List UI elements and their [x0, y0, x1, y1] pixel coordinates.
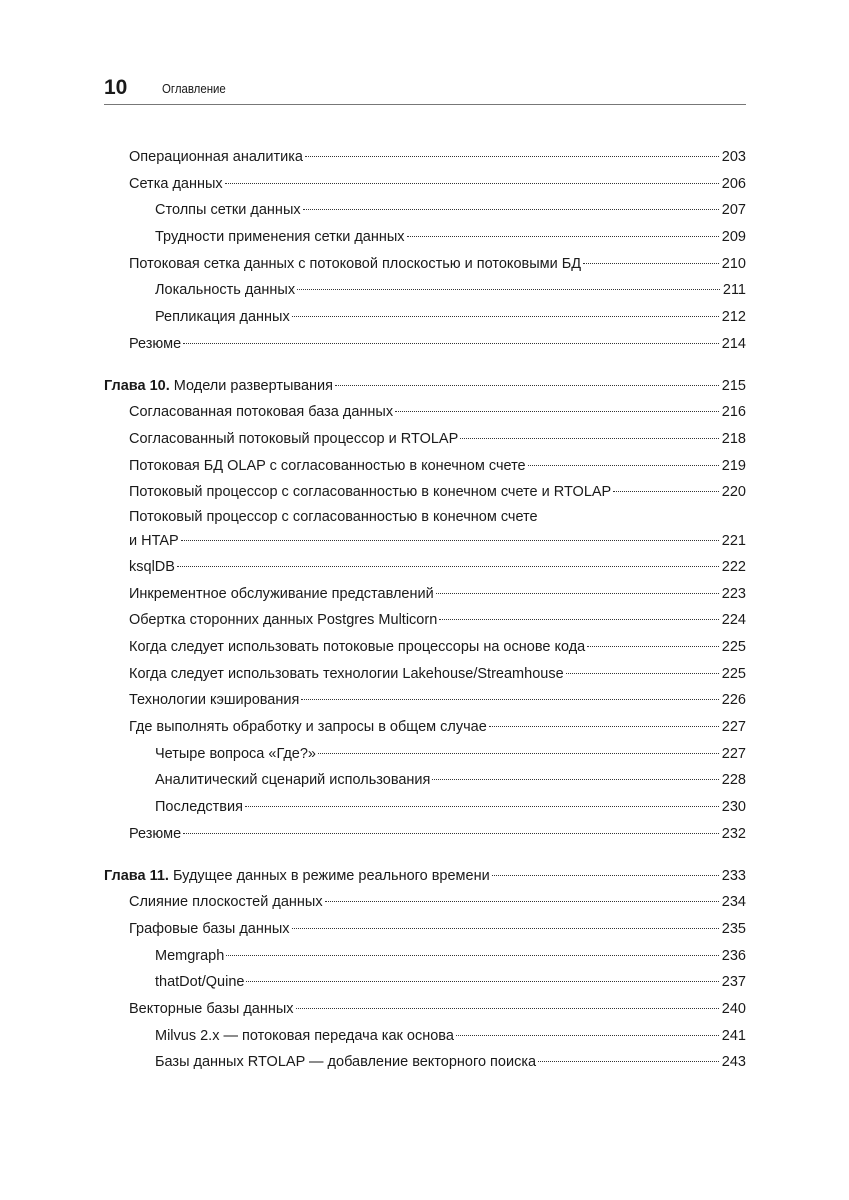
toc-entry[interactable] — [104, 426, 746, 453]
toc-entry[interactable] — [104, 224, 746, 251]
chapter-title: Будущее данных в режиме реального времени — [168, 867, 490, 884]
toc-entry-page: 215 — [721, 377, 746, 394]
leader-dots — [335, 385, 719, 386]
toc-entry[interactable] — [104, 197, 746, 224]
leader-dots — [436, 593, 719, 594]
toc-entry-title: Где выполнять обработку и запросы в общем случае — [129, 719, 487, 736]
chapter-number: Глава 10. — [104, 377, 170, 394]
chapter-title: Модели развертывания — [169, 377, 333, 394]
toc-entry[interactable] — [104, 399, 746, 426]
leader-dots — [492, 875, 719, 876]
toc-entry-page: 234 — [721, 894, 746, 911]
toc-entry-title: Векторные базы данных — [129, 1000, 294, 1017]
chapter-number: Глава 11. — [104, 867, 169, 884]
toc-entry[interactable] — [104, 969, 746, 996]
toc-entry-page: 233 — [721, 867, 746, 884]
toc-group-chapter9-tail — [104, 144, 746, 358]
toc-entry[interactable] — [104, 453, 746, 480]
toc-entry-title: Локальность данных — [155, 282, 296, 299]
toc-entry-page: 240 — [721, 1000, 746, 1017]
toc-entry-title: Обертка сторонних данных Postgres Multicorn — [129, 612, 438, 629]
toc-entry-page: 220 — [721, 484, 746, 501]
leader-dots — [528, 465, 719, 466]
toc-entry-title: Когда следует использовать потоковые процессоры на основе кода — [129, 639, 586, 655]
toc-entry[interactable] — [104, 277, 746, 304]
toc-entry-title: Потоковый процессор с согласованностью в конечном счете и RTOLAP — [129, 484, 612, 501]
leader-dots — [439, 619, 719, 620]
leader-dots — [460, 438, 719, 439]
toc-entry-page: 241 — [721, 1027, 746, 1044]
toc-entry-title: Согласованный потоковый процессор и RTOLAP — [129, 430, 459, 447]
leader-dots — [246, 981, 718, 982]
toc-entry-title-line2: и HTAP — [129, 532, 179, 549]
toc-entry[interactable] — [104, 479, 746, 506]
toc-entry-page: 218 — [721, 430, 746, 447]
toc-entry[interactable] — [104, 554, 746, 581]
toc-entry-page: 243 — [721, 1054, 746, 1071]
toc-entry-title: Трудности применения сетки данных — [155, 229, 405, 246]
leader-dots — [245, 806, 719, 807]
toc-entry-page: 214 — [721, 335, 746, 352]
toc-entry-title: Репликация данных — [155, 309, 290, 326]
leader-dots — [407, 236, 719, 237]
toc-entry-page: 221 — [721, 532, 746, 549]
toc-entry-page: 222 — [721, 558, 746, 575]
toc-entry[interactable] — [104, 687, 746, 714]
toc-entry-title: Milvus 2.x — потоковая передача как основа — [155, 1027, 454, 1044]
page-number: 10 — [104, 76, 128, 99]
toc-entry-title: Резюме — [129, 335, 182, 352]
leader-dots — [325, 901, 719, 902]
toc-entry-title: Технологии кэширования — [129, 692, 300, 709]
toc-entry[interactable] — [104, 634, 746, 661]
toc-entry-page: 210 — [721, 255, 746, 272]
toc-entry-page: 209 — [721, 229, 746, 246]
leader-dots — [587, 646, 719, 647]
toc-entry-title — [104, 863, 490, 890]
toc-entry-title: ksqlDB — [129, 558, 175, 575]
toc-entry-page: 225 — [721, 639, 746, 655]
toc-entries — [104, 554, 746, 848]
leader-dots — [566, 673, 719, 674]
leader-dots — [489, 726, 719, 727]
toc-entry-page: 228 — [721, 772, 746, 789]
toc-entry[interactable] — [104, 767, 746, 794]
toc-entry-page: 212 — [721, 309, 746, 326]
toc-entry-page: 235 — [721, 920, 746, 937]
toc-entry-title: Четыре вопроса «Где?» — [155, 745, 316, 762]
toc-entry[interactable] — [104, 304, 746, 331]
leader-dots — [226, 955, 718, 956]
toc-entry[interactable] — [104, 1049, 746, 1076]
toc-entry[interactable] — [104, 714, 746, 741]
toc-entry-title: Последствия — [155, 799, 243, 816]
toc-entry[interactable] — [104, 943, 746, 970]
toc-entry-title: Согласованная потоковая база данных — [129, 404, 394, 421]
leader-dots — [181, 540, 719, 541]
toc-entry[interactable] — [104, 171, 746, 198]
toc-entry[interactable] — [104, 607, 746, 634]
running-header-title: Оглавление — [162, 81, 226, 96]
toc-entry-title-line1: Потоковый процессор с согласованностью в конечном счете — [129, 508, 538, 525]
leader-dots — [303, 209, 719, 210]
toc-entry[interactable] — [104, 144, 746, 171]
toc-entry-page: 224 — [721, 612, 746, 629]
toc-entry[interactable] — [104, 661, 746, 688]
leader-dots — [292, 316, 719, 317]
leader-dots — [456, 1035, 719, 1036]
leader-dots — [296, 1008, 719, 1009]
toc-entry-page: 232 — [721, 825, 746, 842]
toc-entry-page: 227 — [721, 745, 746, 762]
toc-entry[interactable] — [104, 889, 746, 916]
toc-entry-title: Инкрементное обслуживание представлений — [129, 585, 434, 602]
toc-entry-title: Когда следует использовать технологии Lakehouse/Streamhouse — [129, 665, 564, 682]
toc-entry-page: 219 — [721, 457, 746, 474]
toc-entry-title: Memgraph — [155, 947, 225, 964]
toc-entry-title: Базы данных RTOLAP — добавление векторного поиска — [155, 1054, 537, 1071]
leader-dots — [613, 491, 719, 492]
leader-dots — [301, 699, 718, 700]
leader-dots — [432, 779, 718, 780]
toc-entry-page: 225 — [721, 665, 746, 682]
toc-entries — [104, 889, 746, 1076]
toc-entry-title: Операционная аналитика — [129, 149, 303, 165]
toc-entry[interactable] — [104, 331, 746, 358]
leader-dots — [538, 1061, 719, 1062]
toc-chapter-heading[interactable] — [104, 863, 746, 890]
toc-entry[interactable] — [104, 581, 746, 608]
toc-entry-wrapped[interactable] — [104, 506, 746, 554]
leader-dots — [183, 833, 719, 834]
toc-entry-page: 223 — [721, 585, 746, 602]
running-header — [104, 76, 746, 105]
leader-dots — [583, 263, 719, 264]
toc-entry[interactable] — [104, 1023, 746, 1050]
toc-entry[interactable] — [104, 794, 746, 821]
toc-chapter-heading[interactable] — [104, 373, 746, 400]
leader-dots — [225, 183, 719, 184]
leader-dots — [177, 566, 719, 567]
leader-dots — [297, 289, 720, 290]
toc-entry-title: Аналитический сценарий использования — [155, 772, 431, 789]
toc-entry-title — [104, 373, 333, 400]
toc-entry-title: Столпы сетки данных — [155, 202, 301, 219]
toc-entries — [104, 399, 746, 506]
toc-entry-title: thatDot/Quine — [155, 974, 245, 991]
toc-entry[interactable] — [104, 821, 746, 848]
toc-entry-title: Потоковая сетка данных с потоковой плоскостью и потоковыми БД — [129, 255, 582, 272]
toc-entry-title: Потоковая БД OLAP с согласованностью в конечном счете — [129, 457, 526, 474]
toc-entry-page: 230 — [721, 799, 746, 816]
toc-entry-page: 203 — [721, 149, 746, 165]
toc-group-chapter11 — [104, 863, 746, 1077]
toc-entry-page: 216 — [721, 404, 746, 421]
toc-entry[interactable] — [104, 741, 746, 768]
toc-entry-page: 237 — [721, 974, 746, 991]
toc-entry-page: 227 — [721, 719, 746, 736]
toc-entry-title: Слияние плоскостей данных — [129, 894, 323, 911]
leader-dots — [395, 411, 719, 412]
leader-dots — [318, 753, 719, 754]
toc-entry[interactable] — [104, 916, 746, 943]
toc-entry[interactable] — [104, 996, 746, 1023]
leader-dots — [305, 156, 719, 157]
toc-entry-title: Графовые базы данных — [129, 920, 290, 937]
toc-group-chapter10 — [104, 373, 746, 848]
leader-dots — [292, 928, 719, 929]
toc-entry-page: 207 — [721, 202, 746, 219]
toc-entry-page: 211 — [722, 282, 746, 299]
leader-dots — [183, 343, 719, 344]
toc-entry-page: 236 — [721, 947, 746, 964]
toc-entry-title: Резюме — [129, 825, 182, 842]
toc-entry-page: 226 — [721, 692, 746, 709]
table-of-contents — [104, 144, 746, 1076]
toc-entry-page: 206 — [721, 175, 746, 192]
toc-entry[interactable] — [104, 251, 746, 278]
toc-entry-title: Сетка данных — [129, 175, 223, 192]
